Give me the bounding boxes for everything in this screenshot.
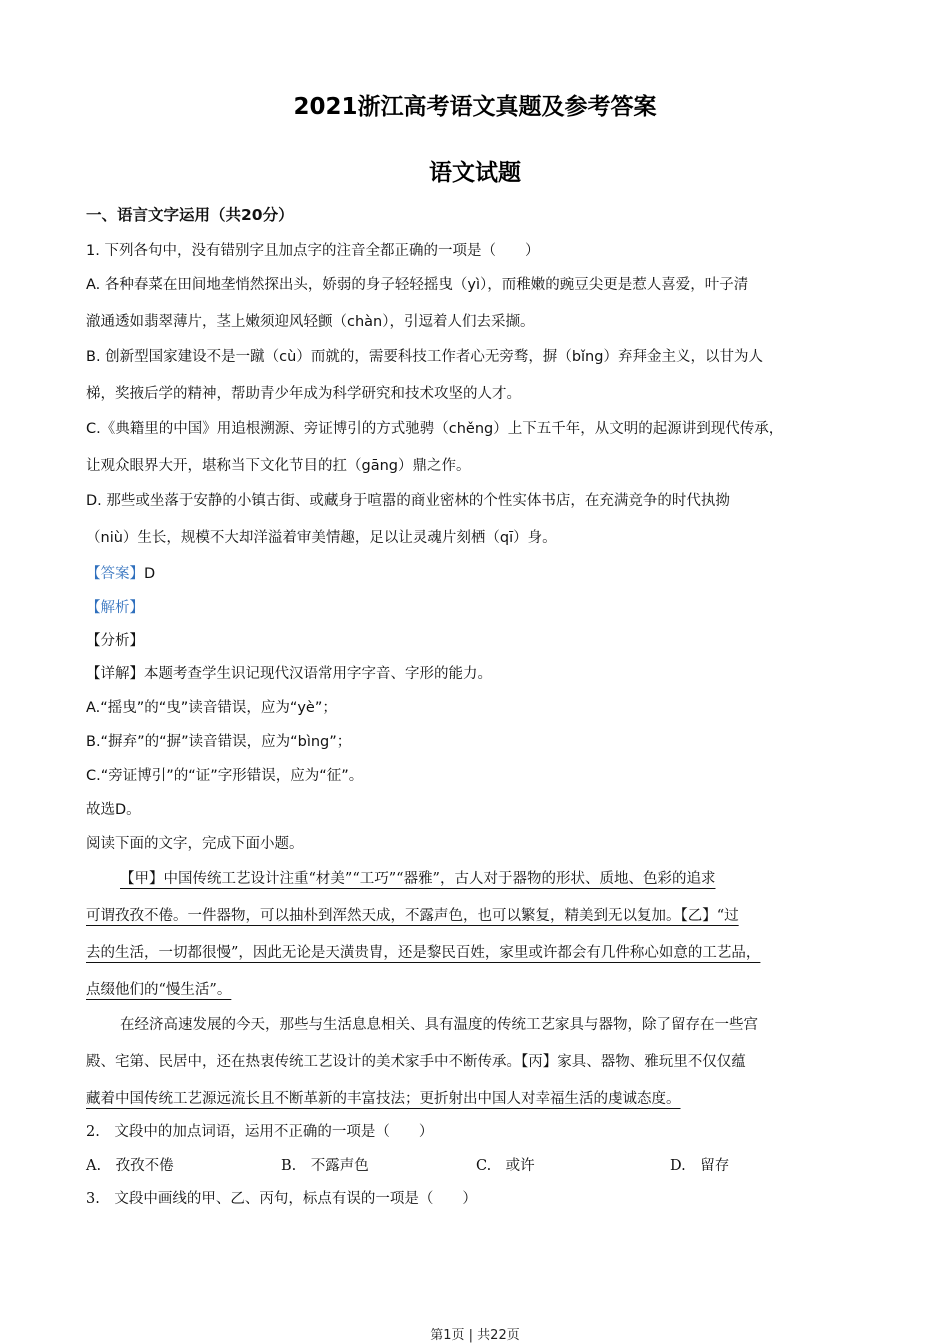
underlined-sentence-bing: 藏着中国传统工艺源远流长且不断革新的丰富技法；更折射出中国人对幸福生活的虔诚态度。	[86, 1091, 681, 1107]
answer-row	[86, 563, 876, 585]
question-3-stem: 3. 文段中画线的甲、乙、丙句，标点有误的一项是（ ）	[86, 1191, 477, 1207]
q2-option-d: D. 留存	[670, 1158, 730, 1174]
underlined-sentence-jia: 【甲】中国传统工艺设计注重“材美”“工巧”“器雅”，古人对于器物的形状、质地、色彩的追求	[120, 871, 716, 887]
q1-option-c-line1: C.《典籍里的中国》用追根溯源、旁证博引的方式驰骋（chěng）上下五千年，从文明的起源讲到现代传承，	[86, 421, 784, 437]
document-title: 2021浙江高考语文真题及参考答案	[293, 94, 657, 120]
question-1-stem: 1. 下列各句中，没有错别字且加点字的注音全都正确的一项是（ ）	[86, 243, 540, 259]
answer-value: D	[144, 566, 156, 582]
detail-text: 【详解】本题考查学生识记现代汉语常用字字音、字形的能力。	[86, 666, 492, 682]
answer-label: 【答案】	[86, 566, 144, 582]
reading-intro: 阅读下面的文字，完成下面小题。	[86, 836, 304, 852]
q1-option-d-line1: D. 那些或坐落于安静的小镇古街、或藏身于喧嚣的商业密林的个性实体书店，在充满竞争的时代执拗	[86, 493, 730, 509]
passage-p1-line1	[120, 868, 876, 890]
passage-p2-line3	[86, 1088, 876, 1110]
q1-option-b-line2: 梯，奖掖后学的精神，帮助青少年成为科学研究和技术攻坚的人才。	[86, 386, 521, 402]
underlined-sentence-yi-cont: 点缀他们的“慢生活”。	[86, 982, 232, 998]
q2-option-a: A. 孜孜不倦	[86, 1158, 174, 1174]
question-2-stem: 2. 文段中的加点词语，运用不正确的一项是（ ）	[86, 1124, 434, 1140]
q1-option-d-line2: （niù）生长，规模不大却洋溢着审美情趣，足以让灵魂片刻栖（qī）身。	[86, 530, 557, 546]
analysis-label: 【解析】	[86, 600, 144, 616]
explanation-c: C.“旁证博引”的“证”字形错误，应为“征”。	[86, 768, 364, 784]
q1-option-b-line1: B. 创新型国家建设不是一蹴（cù）而就的，需要科技工作者心无旁骛，摒（bǐng）弃拜金主义，以甘为人	[86, 349, 763, 365]
passage-p2-line1: 在经济高速发展的今天，那些与生活息息相关、具有温度的传统工艺家具与器物，除了留存在一些宫	[120, 1017, 758, 1033]
page-footer: 第1页 | 共22页	[430, 1328, 520, 1343]
underlined-sentence-jia-cont: 可谓孜孜不倦。一件器物，可以抽朴到浑然天成，不露声色，也可以繁复，精美到无以复加。【乙】“过	[86, 908, 739, 924]
passage-p1-line4	[86, 979, 876, 1001]
explanation-b: B.“摒弃”的“摒”读音错误，应为“bìng”；	[86, 734, 352, 750]
q1-option-c-line2: 让观众眼界大开，堪称当下文化节目的扛（gāng）鼎之作。	[86, 458, 471, 474]
passage-p1-line3	[86, 942, 876, 964]
document-subtitle: 语文试题	[429, 160, 521, 186]
q1-option-a-line2: 澈通透如翡翠薄片，茎上嫩须迎风轻颤（chàn），引逗着人们去采撷。	[86, 314, 535, 330]
q2-option-b: B. 不露声色	[281, 1158, 369, 1174]
section-heading: 一、语言文字运用（共20分）	[86, 206, 294, 224]
underlined-sentence-yi: 去的生活，一切都很慢”，因此无论是天潢贵胄，还是黎民百姓，家里或许都会有几件称心如意的工艺品，	[86, 945, 761, 961]
q1-option-a-line1: A. 各种春菜在田间地垄悄然探出头，娇弱的身子轻轻摇曳（yì），而稚嫩的豌豆尖更是惹人喜爱，叶子清	[86, 277, 749, 293]
passage-p1-line2	[86, 905, 876, 927]
passage-p2-line2: 殿、宅第、民居中，还在热衷传统工艺设计的美术家手中不断传承。【丙】家具、器物、雅玩里不仅仅蕴	[86, 1054, 746, 1070]
fenxi-label: 【分析】	[86, 633, 144, 649]
q2-option-c: C. 或许	[476, 1158, 535, 1174]
explanation-a: A.“摇曳”的“曳”读音错误，应为“yè”；	[86, 700, 337, 716]
conclusion-text: 故选D。	[86, 802, 141, 818]
